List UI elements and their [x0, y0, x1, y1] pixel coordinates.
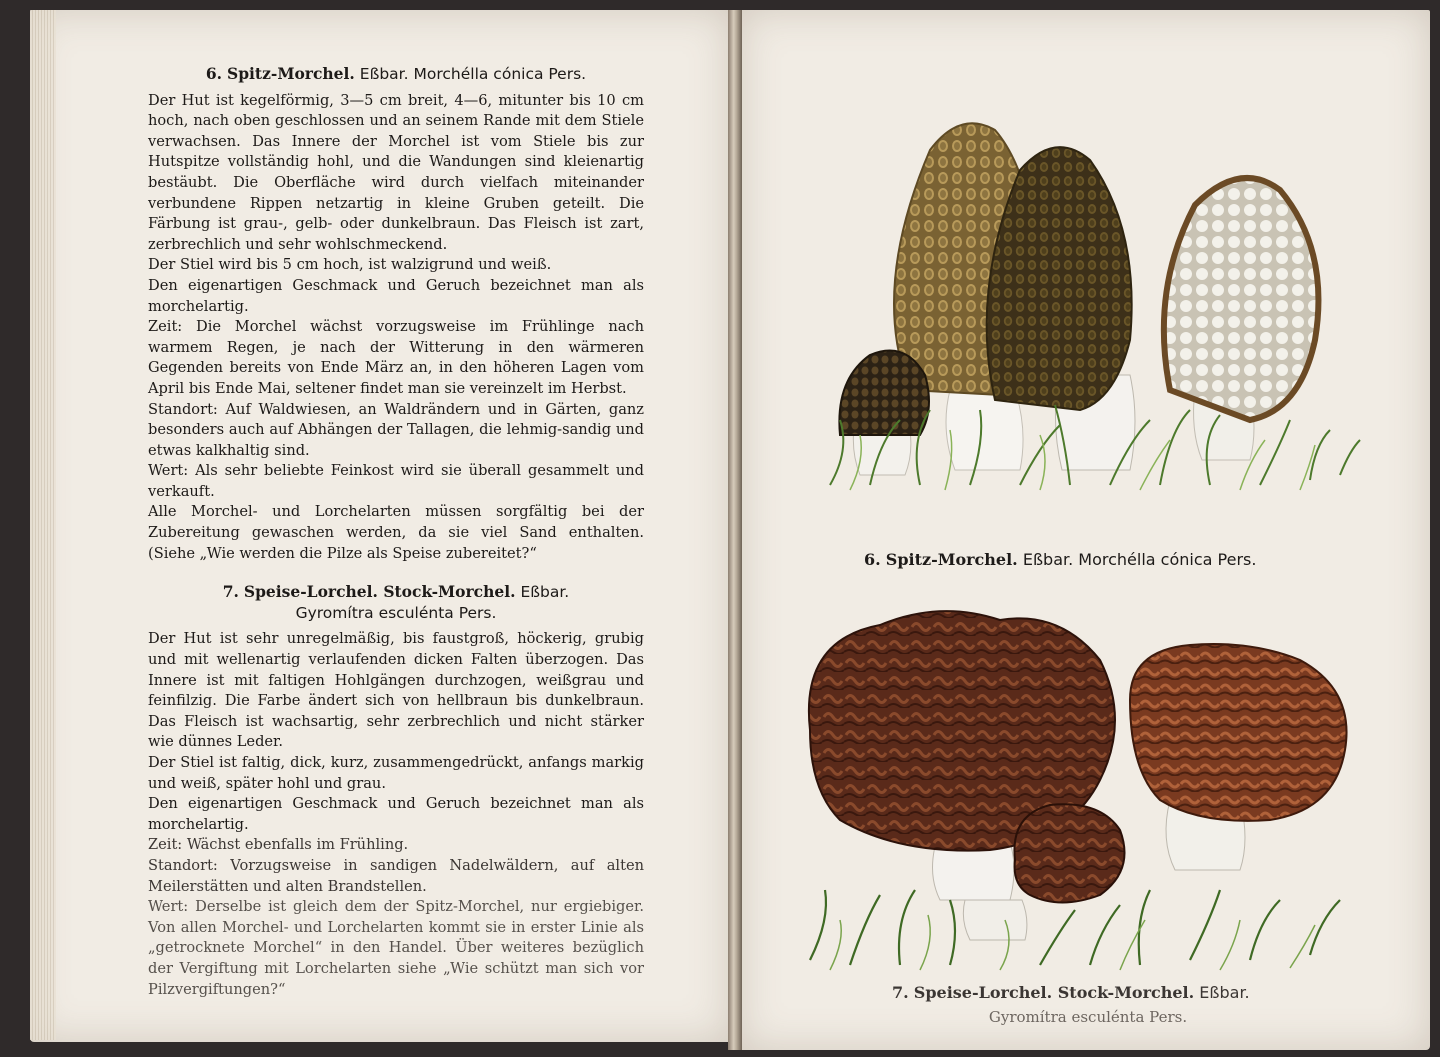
section-7-number: 7.: [222, 582, 239, 602]
plate-7-name: Speise-Lorchel. Stock-Morchel.: [913, 983, 1195, 1002]
plate-7-caption: [892, 983, 1250, 1002]
plate-7-number: 7.: [892, 983, 909, 1002]
section-7-paragraph: Der Hut ist sehr unregelmäßig, bis faustgroß, höckerig, grubig und mit wellenartig verlaufenden dicken Falten überzogen. Das Innere ist mit faltigen Hohlgängen durchzogen, weißgrau und feinfilzig. Die Farbe ändert sich von hellbraun bis dunkelbraun. Das Fleisch ist wachsartig, sehr zerbrechlich und nicht stärker wie dünnes Leder.: [148, 630, 644, 751]
plate-6-caption: [864, 550, 1256, 569]
section-7-paragraph: Standort: Vorzugsweise in sandigen Nadelwäldern, auf alten Meilerstätten und alten Brandstellen.: [148, 856, 644, 895]
section-7-paragraph: Zeit: Wächst ebenfalls im Frühling.: [148, 836, 409, 854]
plate-7-latin: Gyromítra esculénta Pers.: [988, 1008, 1188, 1026]
section-6-paragraph: Der Hut ist kegelförmig, 3—5 cm breit, 4—6, mitunter bis 10 cm hoch, nach oben geschlossen und an seinem Rande mit dem Stiele verwachsen. Das Innere der Morchel ist vom Stiele bis zur Hutspitze vollständig hohl, und die Wandungen sind kleienartig bestäubt. Die Oberfläche wird durch vielfach miteinander verbundene Rippen netzartig in kleine Gruben geteilt. Die Färbung ist grau-, gelb- oder dunkelbraun. Das Fleisch ist zart, zerbrechlich und sehr wohlschmeckend.: [148, 91, 644, 253]
section-6-paragraph: Alle Morchel- und Lorchelarten müssen sorgfältig bei der Zubereitung gewaschen werden, da sie viel Sand enthalten. (Siehe „Wie werden die Pilze als Speise zubereitet?“: [148, 503, 644, 562]
plate-6-name: Spitz-Morchel.: [885, 550, 1018, 569]
section-6-heading: [148, 64, 644, 85]
section-6-latin: Morchélla cónica Pers.: [413, 65, 587, 83]
book-gutter: [728, 10, 742, 1050]
section-7-edibility: Eßbar.: [520, 583, 570, 602]
section-7-paragraph: Der Stiel ist faltig, dick, kurz, zusammengedrückt, anfangs markig und weiß, später hohl und grau.: [148, 754, 644, 792]
section-6-edibility: Eßbar.: [359, 65, 409, 83]
plate-6-latin: Morchélla cónica Pers.: [1078, 550, 1257, 569]
section-7-latin: Gyromítra esculénta Pers.: [295, 603, 497, 622]
plate-6-number: 6.: [864, 550, 881, 569]
page-edges: [30, 10, 56, 1040]
section-6-paragraph: Der Stiel wird bis 5 cm hoch, ist walzigrund und weiß.: [148, 256, 552, 274]
morel-illustration: [810, 90, 1370, 500]
section-7-paragraph: Wert: Derselbe ist gleich dem der Spitz-Morchel, nur ergiebiger. Von allen Morchel- und Lorchelarten kommt sie in erster Linie als „getrocknete Morchel“ in den Handel. Über weiteres bezüglich der Vergiftung mit Lorchelarten siehe „Wie schützt man sich vor Pilzvergiftungen?“: [148, 898, 644, 998]
section-6-paragraph: Standort: Auf Waldwiesen, an Waldrändern und in Gärten, ganz besonders auch auf Abhängen der Tallagen, die lehmig-sandig und etwas kalkhaltig sind.: [148, 400, 644, 459]
section-7-paragraph: Den eigenartigen Geschmack und Geruch bezeichnet man als morchelartig.: [148, 795, 644, 833]
section-7-heading: [148, 582, 644, 623]
section-6-paragraph: Den eigenartigen Geschmack und Geruch bezeichnet man als morchelartig.: [148, 276, 644, 315]
plate-7-edibility: Eßbar.: [1199, 983, 1250, 1002]
section-divider: [148, 564, 644, 582]
plate-6-edibility: Eßbar.: [1022, 550, 1074, 569]
section-6-number: 6.: [205, 64, 223, 83]
left-page-text: [148, 64, 644, 1000]
section-7-name: Speise-Lorchel. Stock-Morchel.: [243, 582, 516, 602]
section-6-name: Spitz-Morchel.: [227, 64, 355, 83]
section-6-paragraph: Wert: Als sehr beliebte Feinkost wird sie überall gesammelt und verkauft.: [148, 462, 644, 500]
false-morel-illustration: [800, 600, 1370, 980]
section-6-paragraph: Zeit: Die Morchel wächst vorzugsweise im Frühlinge nach warmem Regen, je nach der Witterung in den wärmeren Gegenden bereits von Ende März an, in den höheren Lagen vom April bis Ende Mai, seltener findet man sie vereinzelt im Herbst.: [148, 318, 644, 397]
